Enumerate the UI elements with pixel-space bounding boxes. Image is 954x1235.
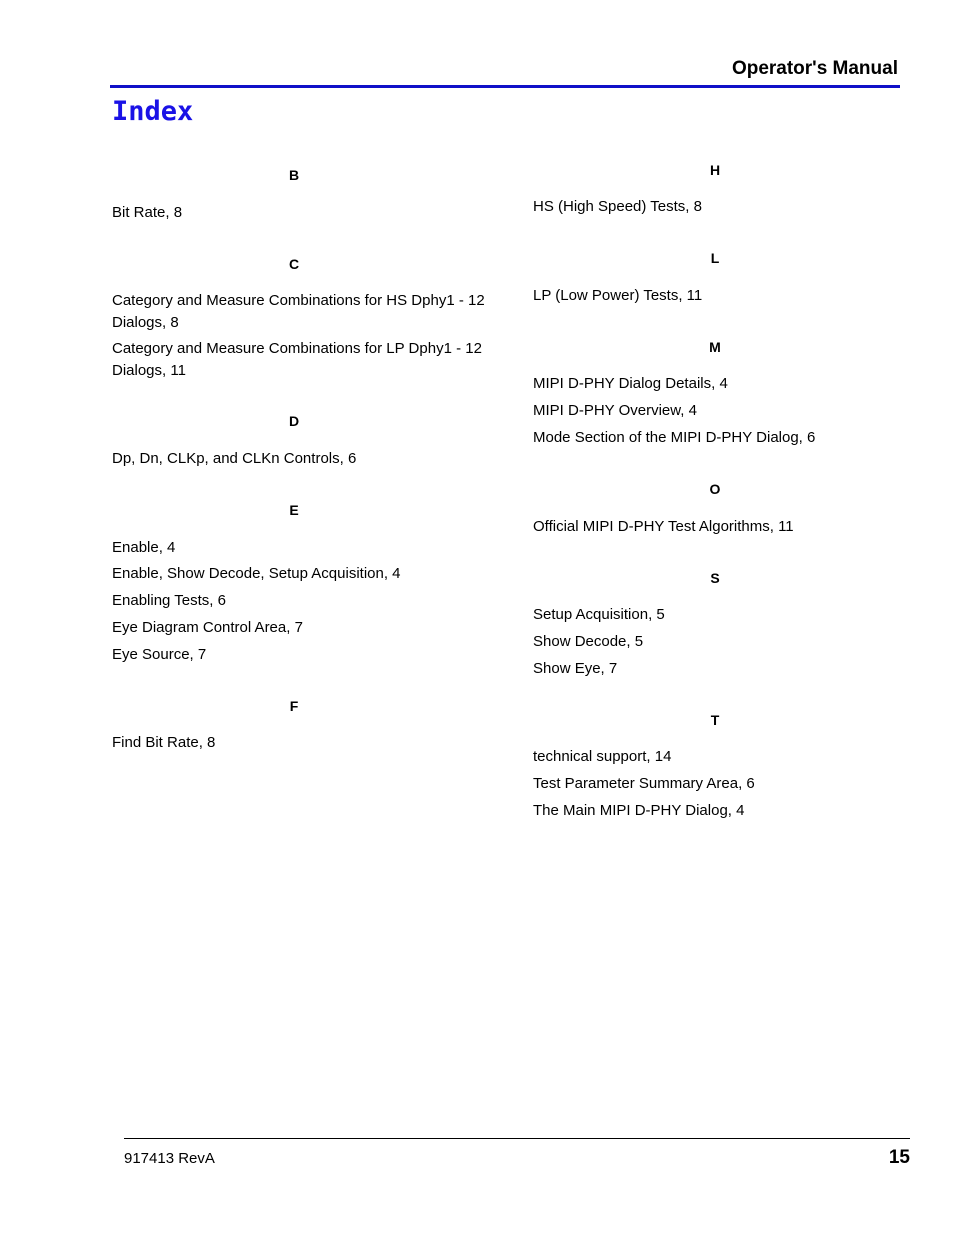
index-entry: The Main MIPI D-PHY Dialog, 4 (533, 802, 745, 819)
index-letter-d: D (288, 413, 300, 429)
footer-divider (124, 1138, 910, 1139)
index-letter-e: E (289, 502, 299, 518)
index-letter-f: F (289, 698, 299, 714)
index-entry: technical support, 14 (533, 748, 672, 765)
index-entry: Test Parameter Summary Area, 6 (533, 775, 755, 792)
index-entry: Eye Diagram Control Area, 7 (112, 619, 303, 636)
index-entry: Category and Measure Combinations for LP Dphy1 - 12 Dialogs, 11 (112, 340, 482, 379)
index-entry: Category and Measure Combinations for HS Dphy1 - 12 Dialogs, 8 (112, 292, 485, 331)
index-entry: MIPI D-PHY Dialog Details, 4 (533, 375, 728, 392)
index-entry: MIPI D-PHY Overview, 4 (533, 402, 697, 419)
index-entry: Enable, Show Decode, Setup Acquisition, 4 (112, 565, 401, 582)
index-entry: Bit Rate, 8 (112, 204, 183, 221)
index-letter-h: H (709, 162, 721, 178)
index-letter-l: L (710, 250, 720, 266)
index-letter-s: S (710, 570, 720, 586)
index-letter-c: C (288, 256, 300, 272)
index-entry: Enable, 4 (112, 539, 176, 556)
index-entry: HS (High Speed) Tests, 8 (533, 198, 702, 215)
index-entry: Eye Source, 7 (112, 646, 207, 663)
index-entry: LP (Low Power) Tests, 11 (533, 287, 703, 304)
index-letter-b: B (288, 167, 300, 183)
index-letter-o: O (709, 481, 721, 497)
index-entry: Official MIPI D-PHY Test Algorithms, 11 (533, 518, 794, 535)
header-divider (110, 85, 900, 88)
manual-title: Operator's Manual (731, 58, 898, 79)
index-entry: Show Decode, 5 (533, 633, 644, 650)
index-entry: Setup Acquisition, 5 (533, 606, 665, 623)
document-id: 917413 RevA (124, 1150, 215, 1167)
index-entry: Enabling Tests, 6 (112, 592, 226, 609)
index-entry: Mode Section of the MIPI D-PHY Dialog, 6 (533, 429, 816, 446)
index-entry: Find Bit Rate, 8 (112, 734, 216, 751)
index-letter-t: T (710, 712, 720, 728)
index-letter-m: M (709, 339, 721, 355)
index-entry: Show Eye, 7 (533, 660, 618, 677)
page-number: 15 (888, 1147, 910, 1168)
index-entry: Dp, Dn, CLKp, and CLKn Controls, 6 (112, 450, 357, 467)
page-title: Index (112, 96, 194, 127)
